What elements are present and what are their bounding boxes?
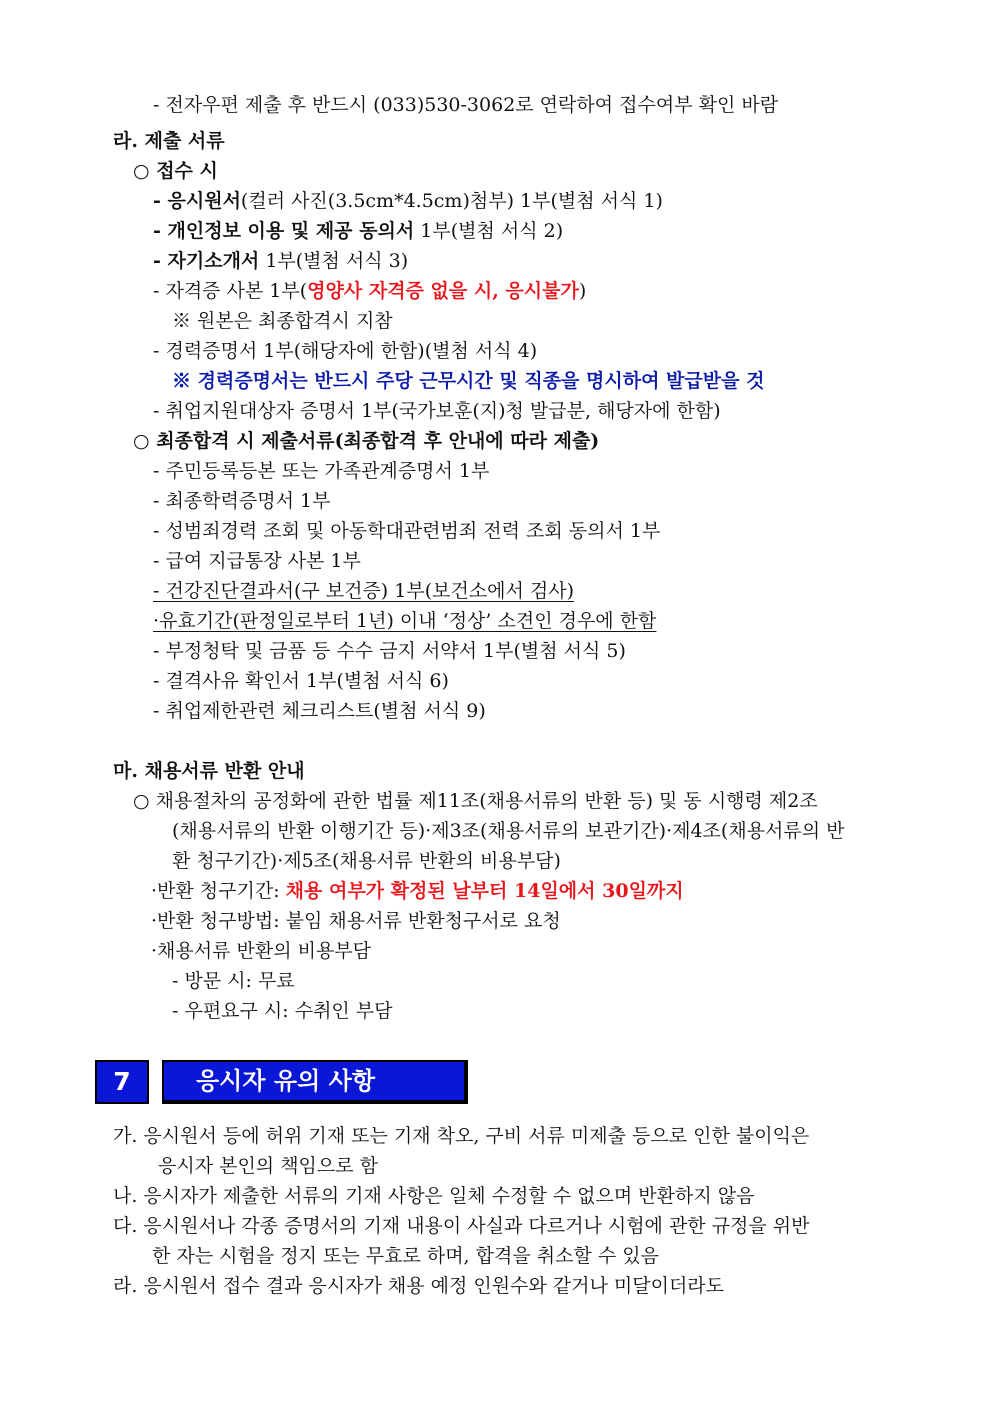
heading-at-receipt: ○ 접수 시 bbox=[133, 160, 218, 182]
return-cost-visit: - 방문 시: 무료 bbox=[172, 970, 295, 992]
notice-ra-last: 라. 응시원서 접수 결과 응시자가 채용 예정 인원수와 같거나 미달이더라도 bbox=[113, 1275, 725, 1297]
email-note: - 전자우편 제출 후 반드시 (033)530-3062로 연락하여 접수여부 확인 바람 bbox=[153, 94, 779, 116]
item-application-form bbox=[153, 186, 663, 216]
item-health-check: - 건강진단결과서(구 보건증) 1부(보건소에서 검사) bbox=[153, 580, 575, 602]
notice-ga-line-1: 가. 응시원서 등에 허위 기재 또는 기재 착오, 구비 서류 미제출 등으로 인한 불이익은 bbox=[113, 1125, 810, 1147]
item-education: - 최종학력증명서 1부 bbox=[153, 490, 331, 512]
item-disqualification: - 결격사유 확인서 1부(별첨 서식 6) bbox=[153, 670, 449, 692]
item-crime-check: - 성범죄경력 조회 및 아동학대관련범죄 전력 조회 동의서 1부 bbox=[153, 520, 661, 542]
item-self-intro-rest: 1부(별첨 서식 3) bbox=[259, 250, 409, 272]
item-privacy-consent-bold: - 개인정보 이용 및 제공 동의서 bbox=[153, 220, 415, 242]
section-number-badge: 7 bbox=[95, 1060, 149, 1104]
return-cost: ·채용서류 반환의 비용부담 bbox=[151, 940, 372, 962]
return-period-label: ·반환 청구기간: bbox=[151, 880, 286, 902]
notice-na: 나. 응시자가 제출한 서류의 기재 사항은 일체 수정할 수 없으며 반환하지 않음 bbox=[113, 1185, 755, 1207]
section-title-banner: 응시자 유의 사항 bbox=[162, 1060, 468, 1104]
notice-da-line-1: 다. 응시원서나 각종 증명서의 기재 내용이 사실과 다르거나 시험에 관한 규정을 위반 bbox=[113, 1215, 810, 1237]
item-self-intro-bold: - 자기소개서 bbox=[153, 250, 260, 272]
law-line-3: 환 청구기간)·제5조(채용서류 반환의 비용부담) bbox=[172, 850, 561, 872]
notice-da-line-2: 한 자는 시험을 정지 또는 무효로 하며, 합격을 취소할 수 있음 bbox=[152, 1245, 659, 1267]
item-self-intro bbox=[153, 246, 408, 276]
notice-ga-line-2: 응시자 본인의 책임으로 함 bbox=[158, 1155, 379, 1177]
return-method: ·반환 청구방법: 붙임 채용서류 반환청구서로 요청 bbox=[151, 910, 561, 932]
heading-ma: 마. 채용서류 반환 안내 bbox=[113, 760, 305, 782]
item-application-form-rest: (컬러 사진(3.5cm*4.5cm)첨부) 1부(별첨 서식 1) bbox=[240, 190, 663, 212]
item-license-post: ) bbox=[578, 280, 587, 302]
return-period-value: 채용 여부가 확정된 날부터 14일에서 30일까지 bbox=[285, 880, 684, 902]
law-line-2: (채용서류의 반환 이행기간 등)·제3조(채용서류의 보관기간)·제4조(채용서류의 반 bbox=[172, 820, 845, 842]
item-privacy-consent-rest: 1부(별첨 서식 2) bbox=[414, 220, 564, 242]
item-license-pre: - 자격증 사본 1부( bbox=[153, 280, 308, 302]
item-anti-graft: - 부정청탁 및 금품 등 수수 금지 서약서 1부(별첨 서식 5) bbox=[153, 640, 626, 662]
item-bank-account: - 급여 지급통장 사본 1부 bbox=[153, 550, 361, 572]
item-application-form-bold: - 응시원서 bbox=[153, 190, 241, 212]
return-cost-mail: - 우편요구 시: 수취인 부담 bbox=[172, 1000, 393, 1022]
heading-ra: 라. 제출 서류 bbox=[113, 130, 225, 152]
law-line-1: ○ 채용절차의 공정화에 관한 법률 제11조(채용서류의 반환 등) 및 동 시행령 제2조 bbox=[133, 790, 818, 812]
item-license-warning: 영양사 자격증 없을 시, 응시불가 bbox=[307, 280, 579, 302]
note-career: ※ 경력증명서는 반드시 주당 근무시간 및 직종을 명시하여 발급받을 것 bbox=[172, 370, 765, 392]
item-resident-register: - 주민등록등본 또는 가족관계증명서 1부 bbox=[153, 460, 490, 482]
item-privacy-consent bbox=[153, 216, 563, 246]
item-health-validity: ·유효기간(판정일로부터 1년) 이내 ‘정상’ 소견인 경우에 한함 bbox=[153, 610, 657, 632]
item-employment-support: - 취업지원대상자 증명서 1부(국가보훈(지)청 발급분, 해당자에 한함) bbox=[153, 400, 721, 422]
item-employment-restriction: - 취업제한관련 체크리스트(별첨 서식 9) bbox=[153, 700, 486, 722]
return-period bbox=[151, 876, 684, 906]
item-career-certificate: - 경력증명서 1부(해당자에 한함)(별첨 서식 4) bbox=[153, 340, 538, 362]
item-license-copy bbox=[153, 276, 586, 306]
note-original: ※ 원본은 최종합격시 지참 bbox=[172, 310, 393, 332]
heading-final-documents: ○ 최종합격 시 제출서류(최종합격 후 안내에 따라 제출) bbox=[133, 430, 600, 452]
